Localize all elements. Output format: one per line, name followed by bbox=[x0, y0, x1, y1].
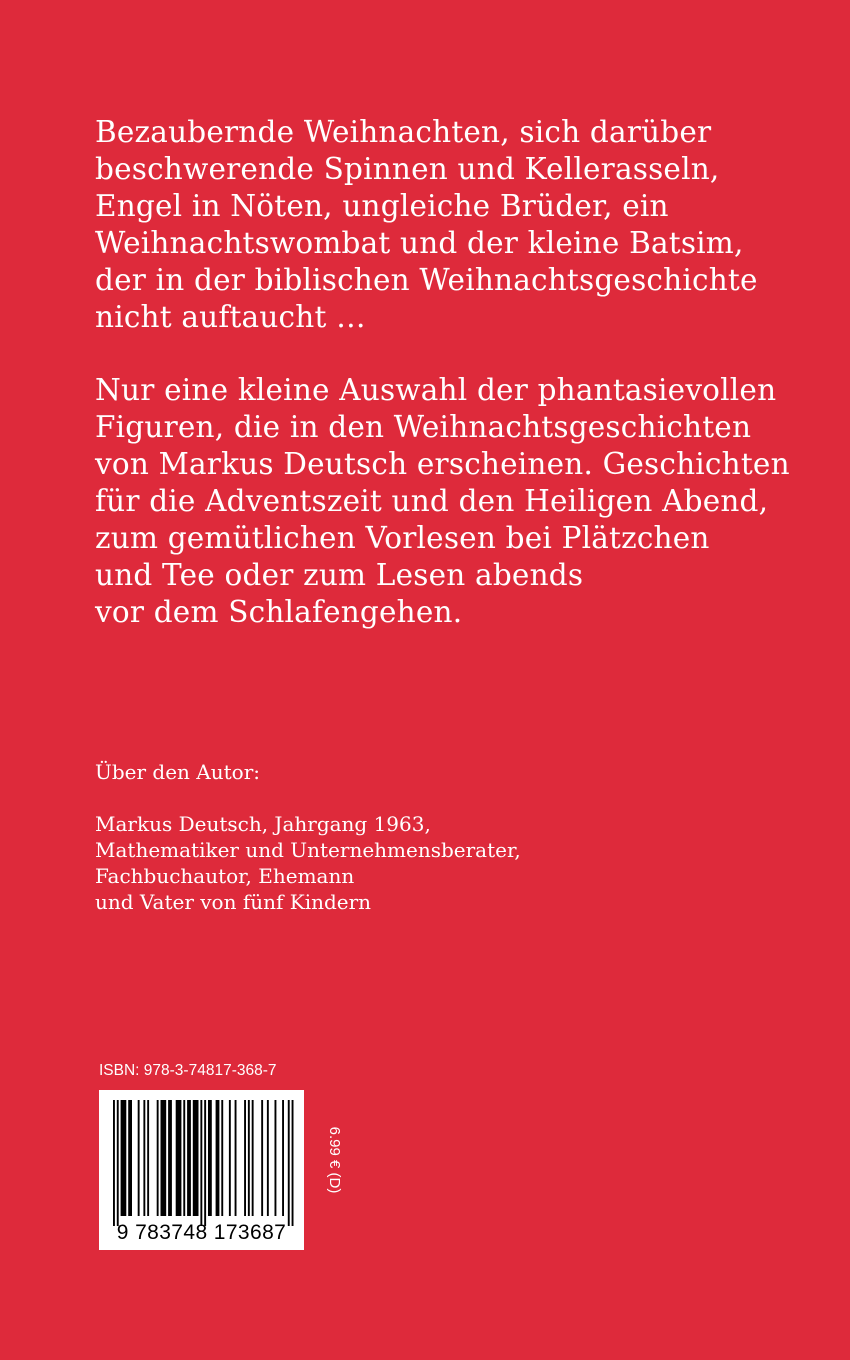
barcode-bar bbox=[128, 1100, 132, 1216]
barcode-bar bbox=[200, 1100, 202, 1226]
price-label: 6.99 € (D) bbox=[326, 1126, 343, 1194]
barcode-bar bbox=[208, 1100, 212, 1216]
barcode-bar bbox=[193, 1100, 199, 1216]
barcode-bar bbox=[187, 1100, 191, 1216]
barcode-bar bbox=[267, 1100, 269, 1216]
blurb-line: Figuren, die in den Weihnachtsgeschichten bbox=[95, 410, 752, 444]
author-bio-line: Mathematiker und Unternehmensberater, bbox=[95, 838, 521, 862]
barcode-bar bbox=[204, 1100, 206, 1226]
barcode-bar bbox=[168, 1100, 172, 1216]
barcode-bar bbox=[216, 1100, 220, 1216]
barcode-bar bbox=[275, 1100, 277, 1216]
blurb-paragraph-2 bbox=[95, 372, 825, 631]
barcode-bar bbox=[221, 1100, 223, 1216]
author-bio-line: Fachbuchautor, Ehemann bbox=[95, 864, 355, 888]
blurb-line: und Tee oder zum Lesen abends bbox=[95, 558, 584, 592]
barcode-digits: 9 783748 173687 bbox=[116, 1221, 287, 1244]
barcode-bar bbox=[292, 1100, 294, 1226]
author-bio-line: Markus Deutsch, Jahrgang 1963, bbox=[95, 812, 431, 836]
barcode-bar bbox=[157, 1100, 159, 1216]
blurb-line: Bezaubernde Weihnachten, sich darüber bbox=[95, 115, 712, 149]
blurb-line: Weihnachtswombat und der kleine Batsim, bbox=[95, 226, 744, 260]
barcode-bar bbox=[282, 1100, 284, 1216]
blurb-line: zum gemütlichen Vorlesen bei Plätzchen bbox=[95, 521, 710, 555]
author-heading: Über den Autor: bbox=[95, 760, 260, 784]
barcode bbox=[99, 1090, 304, 1250]
barcode-bar bbox=[176, 1100, 182, 1216]
blurb-line: beschwerende Spinnen und Kellerasseln, bbox=[95, 152, 720, 186]
barcode-bar bbox=[113, 1100, 115, 1226]
author-bio-line: und Vater von fünf Kindern bbox=[95, 890, 372, 914]
barcode-bar bbox=[248, 1100, 250, 1216]
blurb-line: Nur eine kleine Auswahl der phantasievollen bbox=[95, 373, 777, 407]
author-section bbox=[95, 759, 695, 915]
blurb-line: der in der biblischen Weihnachtsgeschichte bbox=[95, 263, 758, 297]
barcode-bar bbox=[121, 1100, 127, 1216]
blurb-line: Engel in Nöten, ungleiche Brüder, ein bbox=[95, 189, 669, 223]
barcode-bar bbox=[161, 1100, 167, 1216]
barcode-bar bbox=[117, 1100, 119, 1226]
barcode-bar bbox=[235, 1100, 237, 1216]
back-cover-blurb bbox=[95, 114, 825, 631]
blurb-paragraph-1 bbox=[95, 114, 825, 336]
barcode-bar bbox=[288, 1100, 290, 1226]
barcode-bar bbox=[138, 1100, 140, 1216]
barcode-bar bbox=[143, 1100, 145, 1216]
blurb-line: für die Adventszeit und den Heiligen Abend, bbox=[95, 484, 769, 518]
barcode-bar bbox=[244, 1100, 246, 1216]
blurb-line: von Markus Deutsch erscheinen. Geschichten bbox=[95, 447, 790, 481]
blurb-line: vor dem Schlafengehen. bbox=[95, 595, 463, 629]
blurb-line: nicht auftaucht … bbox=[95, 300, 366, 334]
isbn-label: ISBN: 978-3-74817-368-7 bbox=[99, 1062, 277, 1079]
barcode-bar bbox=[147, 1100, 149, 1216]
barcode-bar bbox=[229, 1100, 231, 1216]
barcode-bar bbox=[252, 1100, 254, 1216]
barcode-bar bbox=[183, 1100, 185, 1216]
barcode-bar bbox=[261, 1100, 263, 1216]
